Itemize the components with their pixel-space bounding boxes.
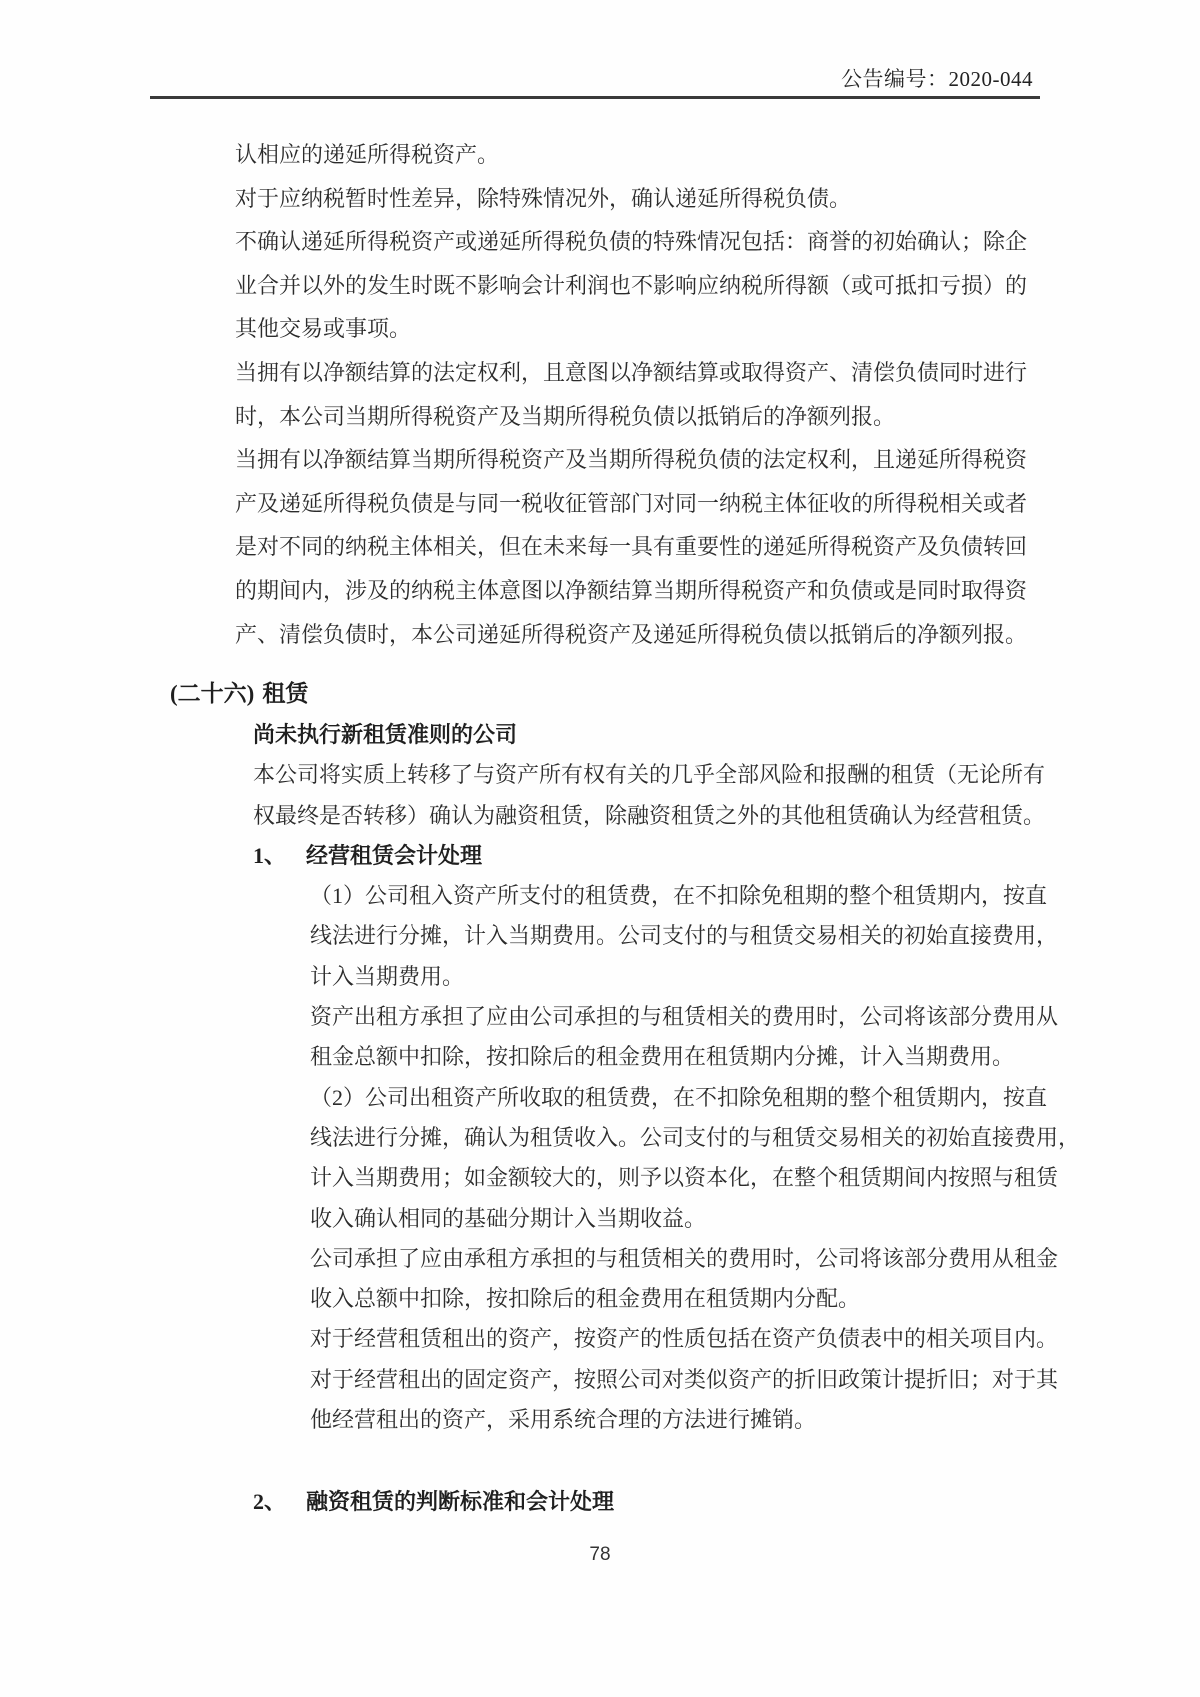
paragraph xyxy=(235,133,1047,177)
text-line: 他经营租出的资产，采用系统合理的方法进行摊销。 xyxy=(310,1407,817,1433)
paragraph xyxy=(253,1078,1081,1239)
text-line: 当拥有以净额结算的法定权利，且意图以净额结算或取得资产、清偿负债同时进行 xyxy=(235,359,1028,385)
heading-number: 1、 xyxy=(253,842,287,868)
text-line: （1）公司租入资产所支付的租赁费，在不扣除免租期的整个租赁期内，按直 xyxy=(310,883,1048,909)
text-line: 线法进行分摊，计入当期费用。公司支付的与租赁交易相关的初始直接费用， xyxy=(310,923,1059,949)
paragraph xyxy=(253,997,1059,1078)
text-line: 对于应纳税暂时性差异，除特殊情况外，确认递延所得税负债。 xyxy=(235,185,852,211)
section-title: 租赁 xyxy=(262,681,309,706)
paragraph xyxy=(235,220,1047,351)
text-line: 线法进行分摊，确认为租赁收入。公司支付的与租赁交易相关的初始直接费用， xyxy=(310,1124,1081,1150)
text-line: 当拥有以净额结算当期所得税资产及当期所得税负债的法定权利，且递延所得税资 xyxy=(235,447,1028,473)
text-line: 对于经营租赁租出的资产，按资产的性质包括在资产负债表中的相关项目内。 xyxy=(310,1326,1059,1352)
paragraph xyxy=(253,1239,1059,1320)
text-line: 产及递延所得税负债是与同一税收征管部门对同一纳税主体征收的所得税相关或者 xyxy=(235,490,1028,516)
text-line: 计入当期费用。 xyxy=(310,963,465,989)
text-line: 业合并以外的发生时既不影响会计利润也不影响应纳税所得额（或可抵扣亏损）的 xyxy=(235,272,1028,298)
text-line: 收入总额中扣除，按扣除后的租金费用在租赁期内分配。 xyxy=(310,1286,861,1312)
heading-title: 融资租赁的判断标准和会计处理 xyxy=(306,1489,615,1515)
text-line: 其他交易或事项。 xyxy=(235,316,412,342)
text-line: 不确认递延所得税资产或递延所得税负债的特殊情况包括：商誉的初始确认；除企 xyxy=(235,229,1028,255)
text-line: 认相应的递延所得税资产。 xyxy=(235,142,500,167)
text-line: 租金总额中扣除，按扣除后的租金费用在租赁期内分摊，计入当期费用。 xyxy=(310,1044,1015,1070)
numbered-heading xyxy=(253,836,1048,876)
lease-section xyxy=(253,715,1081,1523)
text-line: （2）公司出租资产所收取的租赁费，在不扣除免租期的整个租赁期内，按直 xyxy=(310,1084,1048,1110)
heading-number: 2、 xyxy=(253,1489,287,1515)
text-line: 的期间内，涉及的纳税主体意图以净额结算当期所得税资产和负债或是同时取得资 xyxy=(235,577,1028,603)
text-line: 计入当期费用；如金额较大的，则予以资本化，在整个租赁期间内按照与租赁 xyxy=(310,1165,1059,1191)
text-line: 本公司将实质上转移了与资产所有权有关的几乎全部风险和报酬的租赁（无论所有 xyxy=(253,762,1046,788)
paragraph xyxy=(235,351,1047,438)
text-line: 公司承担了应由承租方承担的与租赁相关的费用时，公司将该部分费用从租金 xyxy=(310,1245,1059,1271)
income-tax-section xyxy=(235,133,1047,656)
section-number: (二十六) xyxy=(170,681,255,706)
header-rule xyxy=(150,96,1040,99)
paragraph xyxy=(253,1319,1059,1359)
text-line: 资产出租方承担了应由公司承担的与租赁相关的费用时，公司将该部分费用从 xyxy=(310,1004,1059,1030)
text-line: 对于经营租出的固定资产，按照公司对类似资产的折旧政策计提折旧；对于其 xyxy=(310,1366,1059,1392)
page-number: 78 xyxy=(589,1544,611,1565)
section-heading-lease xyxy=(170,674,308,714)
paragraph xyxy=(253,755,1048,836)
text-line: 产、清偿负债时，本公司递延所得税资产及递延所得税负债以抵销后的净额列报。 xyxy=(235,621,1028,647)
text-line: 收入确认相同的基础分期计入当期收益。 xyxy=(310,1205,707,1231)
numbered-heading xyxy=(253,1482,1048,1522)
paragraph xyxy=(235,438,1047,656)
text-line: 权最终是否转移）确认为融资租赁，除融资租赁之外的其他租赁确认为经营租赁。 xyxy=(253,802,1046,828)
paragraph xyxy=(253,876,1059,997)
announcement-number: 公告编号：2020-044 xyxy=(841,67,1033,91)
text-line: 是对不同的纳税主体相关，但在未来每一具有重要性的递延所得税资产及负债转回 xyxy=(235,534,1028,560)
paragraph xyxy=(235,177,1047,221)
subsection-heading: 尚未执行新租赁准则的公司 xyxy=(253,722,518,747)
text-line: 时，本公司当期所得税资产及当期所得税负债以抵销后的净额列报。 xyxy=(235,403,896,429)
paragraph xyxy=(253,1360,1059,1441)
heading-title: 经营租赁会计处理 xyxy=(306,842,483,868)
